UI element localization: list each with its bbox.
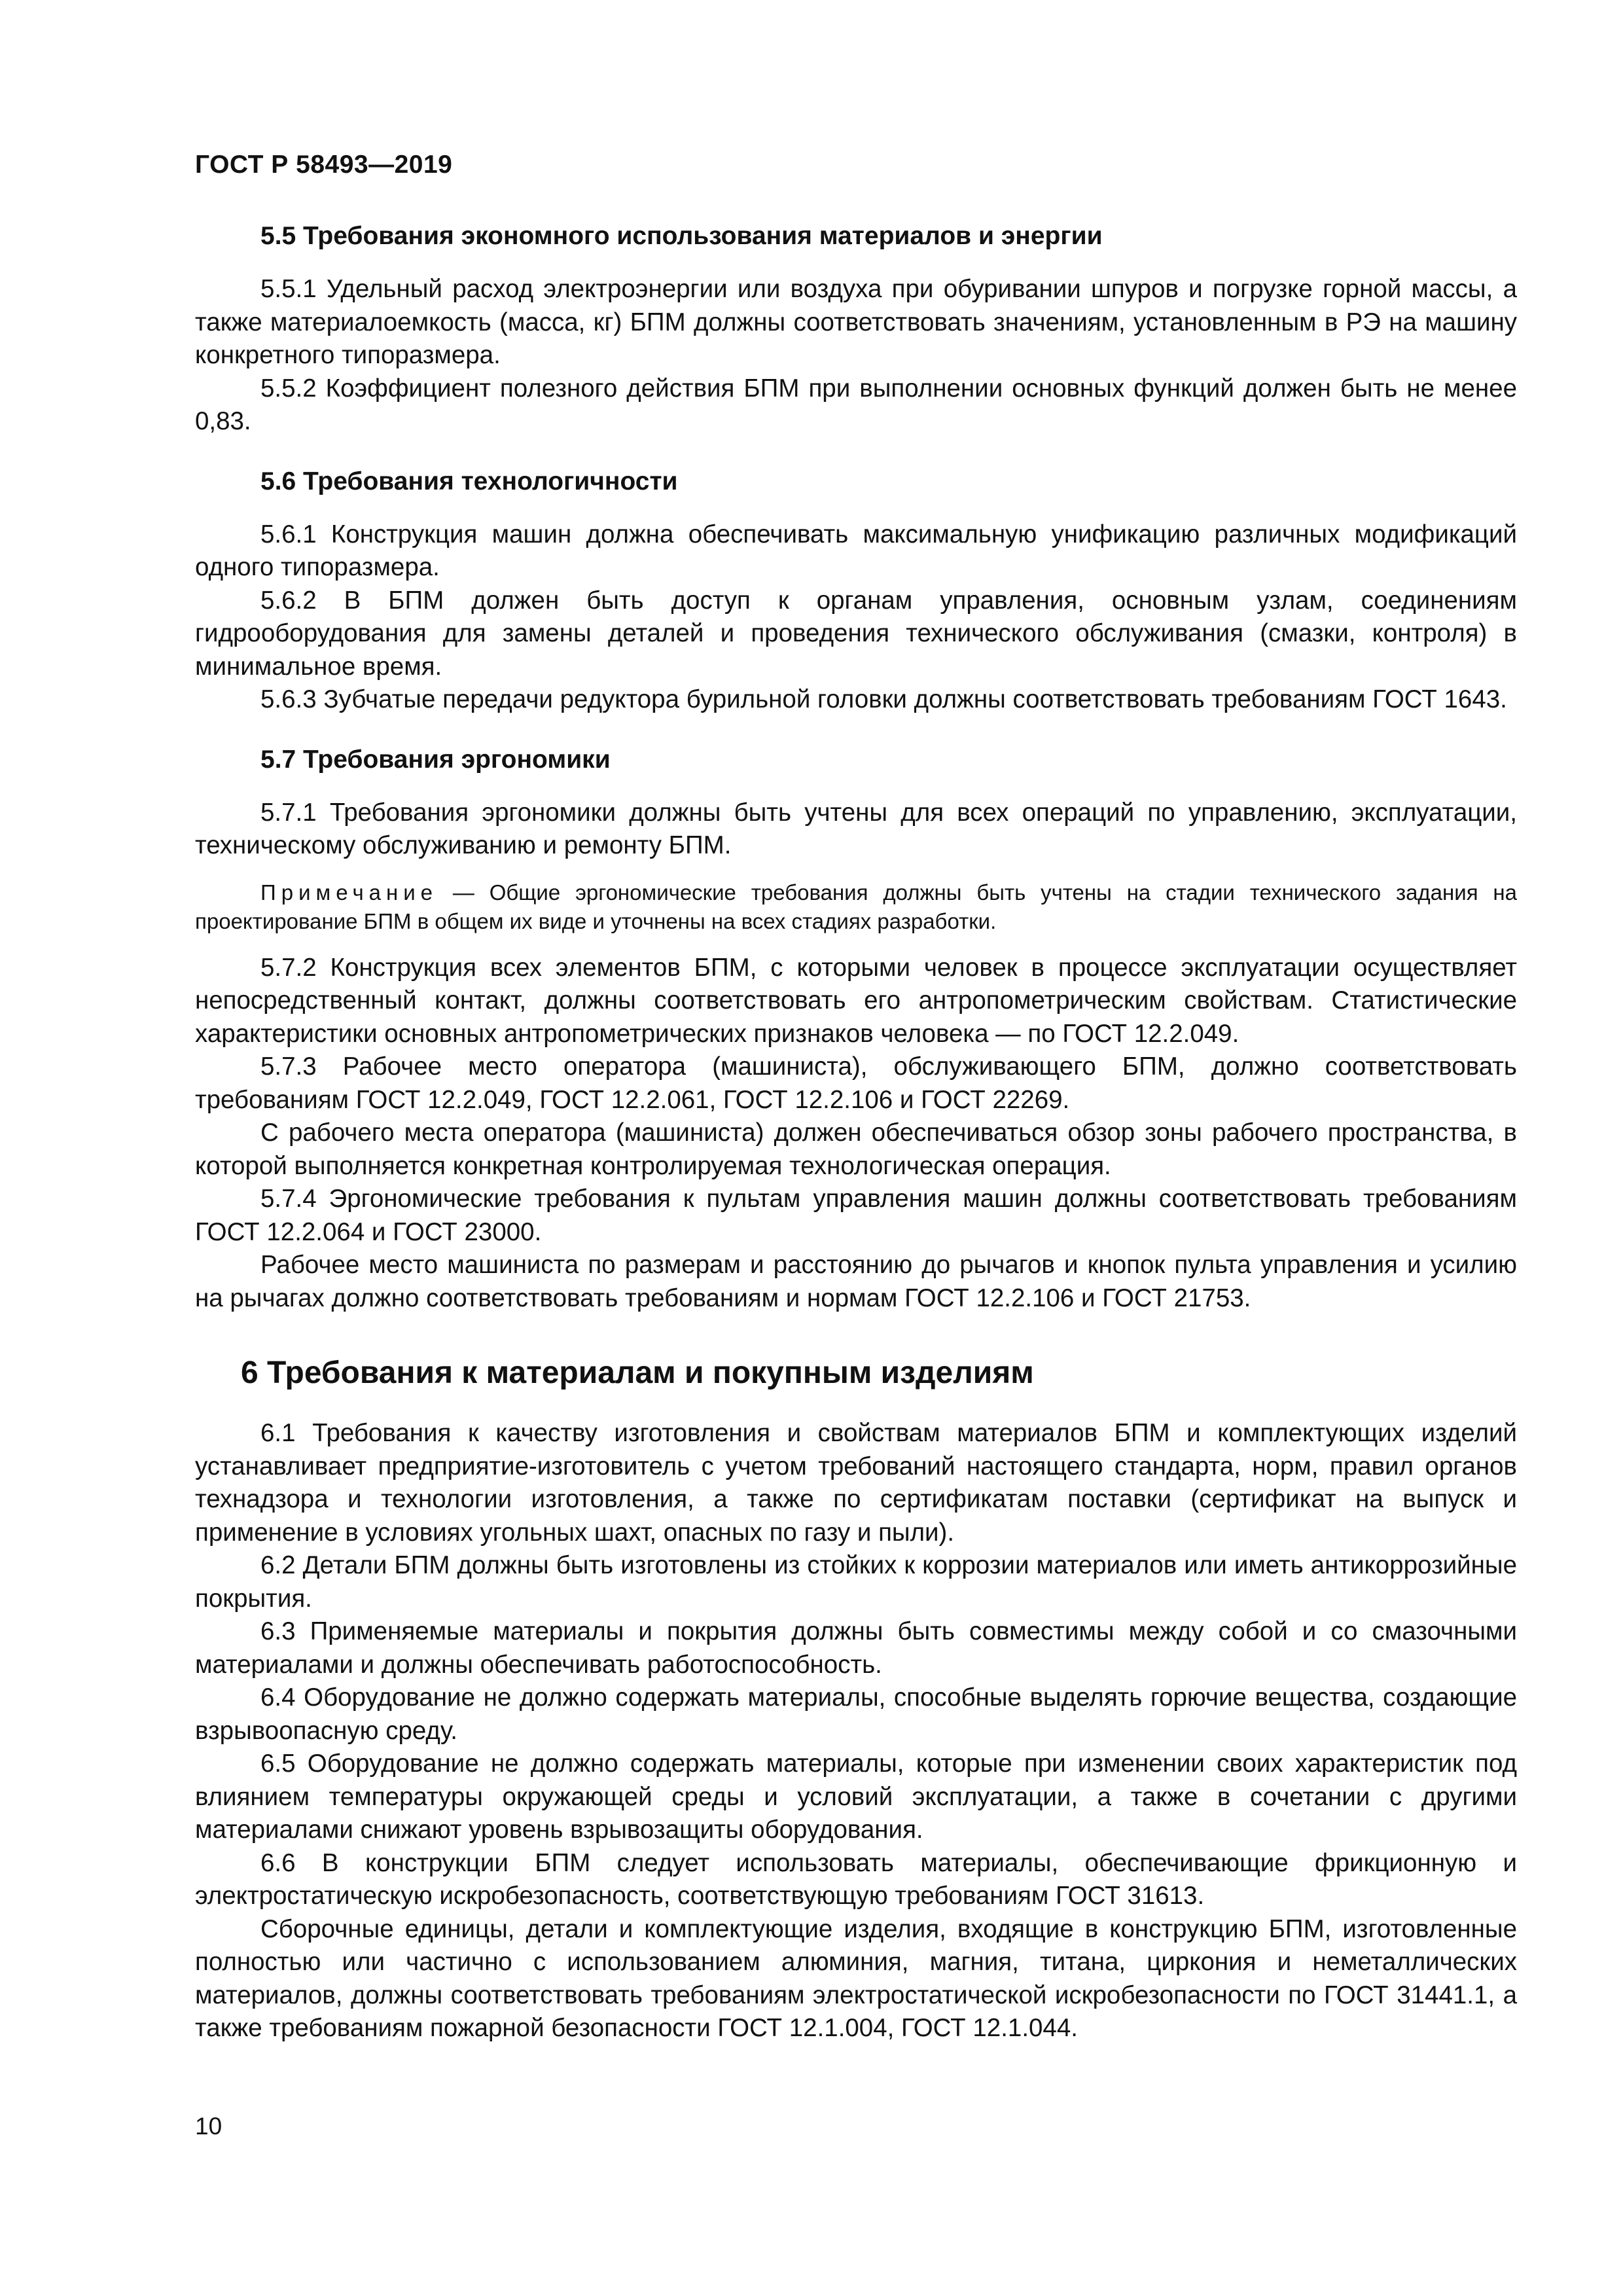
paragraph-5-5-1: 5.5.1 Удельный расход электроэнергии или воздуха при обуривании шпуров и погрузке горной массы, а также материалоемкость (масса, кг) БПМ должны соответствовать значениям, установленным в РЭ на машину конкретного типоразмера.: [195, 275, 1517, 369]
paragraph-6-4: 6.4 Оборудование не должно содержать материалы, способные выделять горючие вещества, создающие взрывоопасную среду.: [195, 1683, 1517, 1745]
note-text: — Общие эргономические требования должны быть учтены на стадии технического задания на проектирование БПМ в общем их виде и уточнены на всех стадиях разработки.: [195, 880, 1517, 933]
paragraph-5-6-2: 5.6.2 В БПМ должен быть доступ к органам управления, основным узлам, соединениям гидрооборудования для замены деталей и проведения технического обслуживания (смазки, контроля) в минимальное время.: [195, 586, 1517, 681]
section-heading-5-6: 5.6 Требования технологичности: [260, 467, 678, 495]
paragraph-6-6-assemblies: Сборочные единицы, детали и комплектующие изделия, входящие в конструкцию БПМ, изготовленные полностью или частично с использованием алюминия, магния, титана, циркония и неметаллических материалов, должны соответствовать требованиям электростатической искробезопасности по ГОСТ 31441.1, а также требованиям пожарной безопасности ГОСТ 12.1.004, ГОСТ 12.1.044.: [195, 1914, 1517, 2042]
paragraph-6-5: 6.5 Оборудование не должно содержать материалы, которые при изменении своих характеристик под влиянием температуры окружающей среды и условий эксплуатации, а также в сочетании с другими материалами снижают уровень взрывозащиты оборудования.: [195, 1749, 1517, 1844]
section-heading-5-5: 5.5 Требования экономного использования материалов и энергии: [260, 222, 1103, 250]
paragraph-5-7-3-workplace: С рабочего места оператора (машиниста) должен обеспечиваться обзор зоны рабочего пространства, в которой выполняется конкретная контролируемая технологическая операция.: [195, 1119, 1517, 1180]
note-paragraph: [195, 878, 1517, 936]
paragraph-5-6-1: 5.6.1 Конструкция машин должна обеспечивать максимальную унификацию различных модификаций одного типоразмера.: [195, 520, 1517, 581]
section-heading-5-7: 5.7 Требования эргономики: [260, 745, 611, 774]
paragraph-5-7-1: 5.7.1 Требования эргономики должны быть учтены для всех операций по управлению, эксплуатации, техническому обслуживанию и ремонту БПМ.: [195, 798, 1517, 859]
paragraph-5-7-2: 5.7.2 Конструкция всех элементов БПМ, с которыми человек в процессе эксплуатации осуществляет непосредственный контакт, должны соответствовать его антропометрическим свойствам. Статистические характеристики основных антропометрических признаков человека — по ГОСТ 12.2.049.: [195, 953, 1517, 1048]
paragraph-6-2: 6.2 Детали БПМ должны быть изготовлены из стойких к коррозии материалов или иметь антикоррозийные покрытия.: [195, 1551, 1517, 1613]
page-number: 10: [195, 2113, 223, 2140]
paragraph-6-6: 6.6 В конструкции БПМ следует использовать материалы, обеспечивающие фрикционную и электростатическую искробезопасность, соответствующую требованиям ГОСТ 31613.: [195, 1848, 1517, 1910]
document-code-header: ГОСТ Р 58493—2019: [195, 151, 453, 179]
paragraph-6-3: 6.3 Применяемые материалы и покрытия должны быть совместимы между собой и со смазочными материалами и должны обеспечивать работоспособность.: [195, 1617, 1517, 1679]
page-content: [195, 219, 1517, 2045]
paragraph-5-7-4: 5.7.4 Эргономические требования к пультам управления машин должны соответствовать требованиям ГОСТ 12.2.064 и ГОСТ 23000.: [195, 1185, 1517, 1246]
paragraph-5-7-4-workplace: Рабочее место машиниста по размерам и расстоянию до рычагов и кнопок пульта управления и усилию на рычагах должно соответствовать требованиям и нормам ГОСТ 12.2.106 и ГОСТ 21753.: [195, 1251, 1517, 1312]
paragraph-6-1: 6.1 Требования к качеству изготовления и свойствам материалов БПМ и комплектующих изделий устанавливает предприятие-изготовитель с учетом требований настоящего стандарта, норм, правил органов технадзора и технологии изготовления, а также по сертификатам поставки (сертификат на выпуск и применение в условиях угольных шахт, опасных по газу и пыли).: [195, 1419, 1517, 1547]
paragraph-5-5-2: 5.5.2 Коэффициент полезного действия БПМ при выполнении основных функций должен быть не менее 0,83.: [195, 374, 1517, 435]
paragraph-5-7-3: 5.7.3 Рабочее место оператора (машиниста), обслуживающего БПМ, должно соответствовать требованиям ГОСТ 12.2.049, ГОСТ 12.2.061, ГОСТ 12.2.106 и ГОСТ 22269.: [195, 1052, 1517, 1114]
paragraph-5-6-3: 5.6.3 Зубчатые передачи редуктора бурильной головки должны соответствовать требованиям ГОСТ 1643.: [260, 685, 1507, 713]
chapter-heading-6: 6 Требования к материалам и покупным изделиям: [241, 1355, 1034, 1390]
note-label: Примечание: [260, 880, 438, 905]
